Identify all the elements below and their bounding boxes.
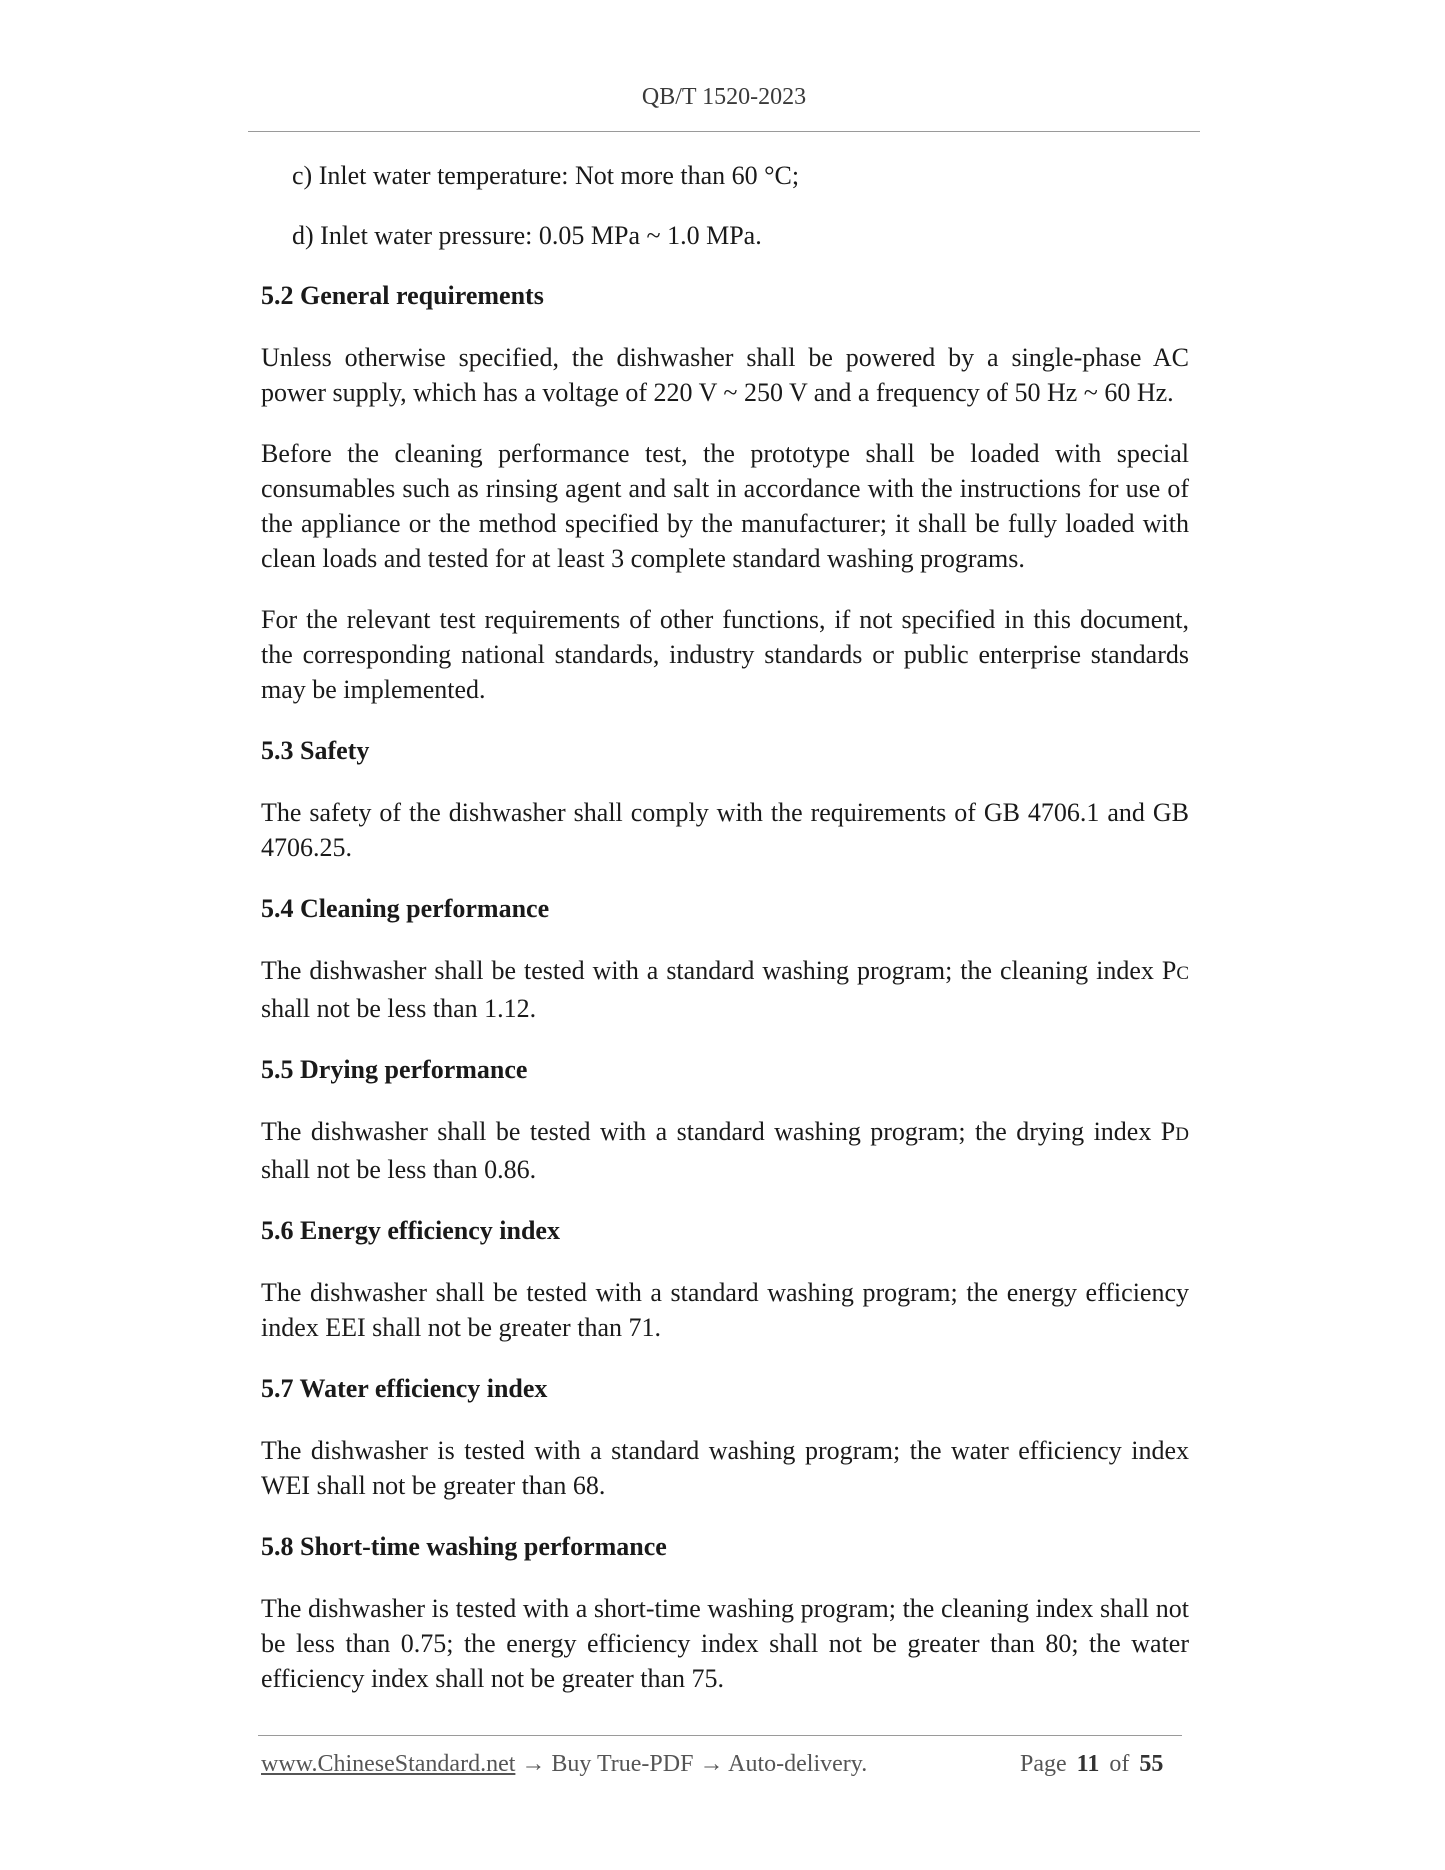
section-heading-5-6: 5.6 Energy efficiency index <box>261 1216 560 1245</box>
current-page: 11 <box>1076 1751 1100 1777</box>
paragraph-5-4-text-pre: The dishwasher shall be tested with a standard washing program; the cleaning index P <box>261 956 1177 985</box>
header-divider <box>248 131 1200 132</box>
arrow-right-icon: → <box>515 1751 552 1777</box>
document-body <box>261 158 1189 1722</box>
page-label: Page <box>1020 1751 1067 1777</box>
buy-true-pdf-text: Buy True-PDF <box>551 1751 694 1777</box>
footer-links <box>261 1751 867 1778</box>
chinesestandard-link[interactable]: www.ChineseStandard.net <box>261 1751 516 1777</box>
paragraph-5-2-other-functions: For the relevant test requirements of other functions, if not specified in this document, the corresponding national standards, industry standards or public enterprise standards may be implemented. <box>261 605 1189 704</box>
of-label: of <box>1109 1751 1130 1777</box>
paragraph-5-6-energy: The dishwasher shall be tested with a standard washing program; the energy efficiency index EEI shall not be greater than 71. <box>261 1278 1189 1342</box>
paragraph-5-5-text-post: shall not be less than 0.86. <box>261 1155 537 1184</box>
paragraph-5-5-text-pre: The dishwasher shall be tested with a standard washing program; the drying index P <box>261 1117 1176 1146</box>
page-number <box>1020 1751 1163 1778</box>
paragraph-5-4-text-post: shall not be less than 1.12. <box>261 994 537 1023</box>
list-item-c: c) Inlet water temperature: Not more than 60 °C; <box>292 161 800 190</box>
section-heading-5-4: 5.4 Cleaning performance <box>261 894 550 923</box>
section-heading-5-8: 5.8 Short-time washing performance <box>261 1532 667 1561</box>
paragraph-5-2-preparation: Before the cleaning performance test, the prototype shall be loaded with special consumables such as rinsing agent and salt in accordance with the instructions for use of the appliance or the method specified by the manufacturer; it shall be fully loaded with clean loads and tested for at least 3 complete standard washing programs. <box>261 439 1189 573</box>
paragraph-5-7-water: The dishwasher is tested with a standard washing program; the water efficiency index WEI shall not be greater than 68. <box>261 1436 1189 1500</box>
list-item-d: d) Inlet water pressure: 0.05 MPa ~ 1.0 MPa. <box>292 221 762 250</box>
paragraph-5-8-short-time: The dishwasher is tested with a short-time washing program; the cleaning index shall not be less than 0.75; the energy efficiency index shall not be greater than 80; the water efficiency index shall not be greater than 75. <box>261 1594 1189 1693</box>
paragraph-5-4-cleaning <box>261 953 1189 1026</box>
cleaning-index-subscript: C <box>1176 963 1189 984</box>
page-header-title: QB/T 1520-2023 <box>641 84 807 110</box>
section-heading-5-7: 5.7 Water efficiency index <box>261 1374 548 1403</box>
paragraph-5-3-safety: The safety of the dishwasher shall comply with the requirements of GB 4706.1 and GB 4706.25. <box>261 798 1189 862</box>
drying-index-subscript: D <box>1175 1124 1189 1145</box>
total-pages: 55 <box>1139 1751 1164 1777</box>
paragraph-5-2-power: Unless otherwise specified, the dishwasher shall be powered by a single-phase AC power supply, which has a voltage of 220 V ~ 250 V and a frequency of 50 Hz ~ 60 Hz. <box>261 343 1189 407</box>
section-heading-5-5: 5.5 Drying performance <box>261 1055 528 1084</box>
arrow-right-icon: → <box>693 1751 729 1777</box>
section-heading-5-3: 5.3 Safety <box>261 736 370 765</box>
paragraph-5-5-drying <box>261 1114 1189 1187</box>
auto-delivery-text: Auto-delivery. <box>728 1751 868 1777</box>
footer-divider <box>258 1735 1182 1736</box>
section-heading-5-2: 5.2 General requirements <box>261 281 544 310</box>
